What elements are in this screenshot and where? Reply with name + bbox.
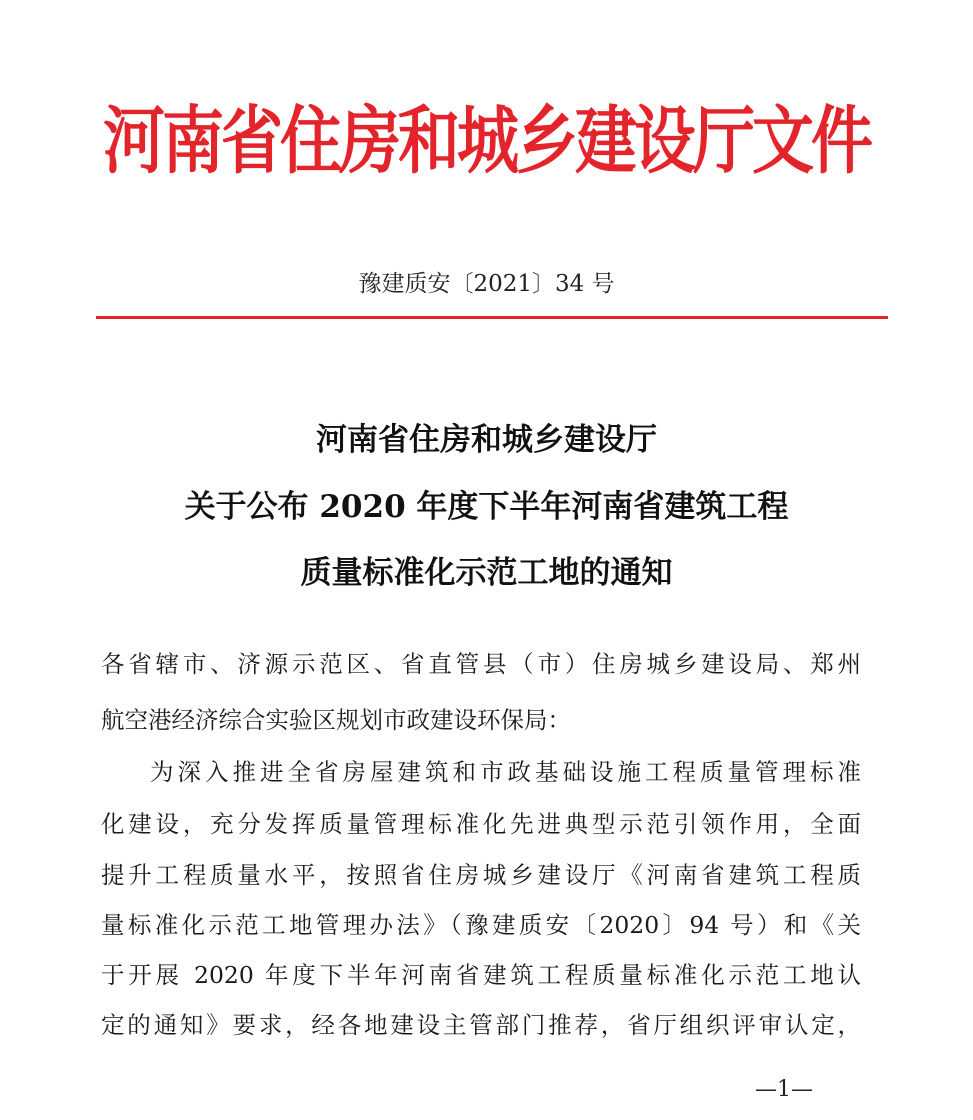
document-masthead: 河南省住房和城乡建设厅文件 — [102, 97, 870, 184]
body-line-3: 提升工程质量水平，按照省住房城乡建设厅《河南省建筑工程质 — [101, 861, 861, 889]
red-divider-line — [96, 316, 888, 319]
title-line-3: 质量标准化示范工地的通知 — [300, 555, 673, 591]
page-number: —1— — [755, 1077, 813, 1102]
body-line-5: 于开展 2020 年度下半年河南省建筑工程质量标准化示范工地认 — [101, 961, 861, 989]
document-number: 豫建质安〔2021〕34 号 — [358, 271, 615, 297]
body-line-2: 化建设，充分发挥质量管理标准化先进典型示范引领作用，全面 — [101, 810, 861, 838]
body-line-4: 量标准化示范工地管理办法》（豫建质安〔2020〕94 号）和《关 — [101, 911, 861, 939]
body-line-6: 定的通知》要求，经各地建设主管部门推荐，省厅组织评审认定， — [101, 1011, 861, 1039]
addressee-line-1: 各省辖市、济源示范区、省直管县（市）住房城乡建设局、郑州 — [101, 650, 861, 678]
addressee-line-2: 航空港经济综合实验区规划市政建设环保局： — [101, 706, 571, 734]
body-line-1: 为深入推进全省房屋建筑和市政基础设施工程质量管理标准 — [150, 758, 861, 786]
title-line-2: 关于公布 2020 年度下半年河南省建筑工程 — [184, 489, 789, 525]
title-line-1: 河南省住房和城乡建设厅 — [316, 422, 657, 458]
